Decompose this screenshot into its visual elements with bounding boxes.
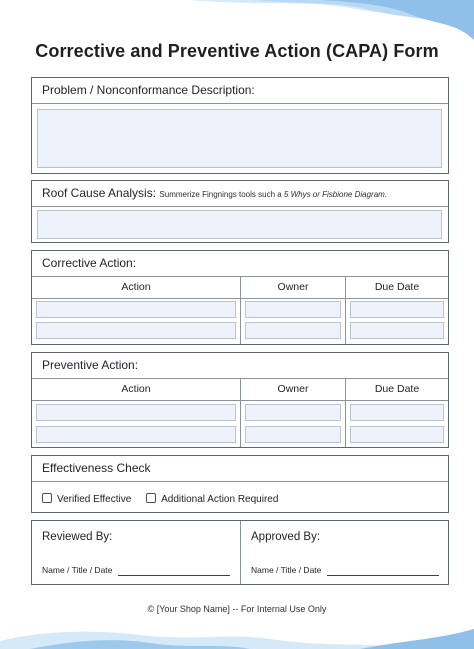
form-title: Corrective and Preventive Action (CAPA) Form xyxy=(35,41,439,61)
corrective-col-owner: Owner xyxy=(277,281,309,293)
corrective-action-label: Corrective Action: xyxy=(32,251,448,277)
signoff-section xyxy=(31,520,449,585)
corrective-divider xyxy=(240,277,241,344)
root-cause-section xyxy=(31,180,449,243)
corrective-row2-owner-field[interactable] xyxy=(245,322,341,339)
corrective-row2-due-date-field[interactable] xyxy=(350,322,444,339)
corrective-row1-action-field[interactable] xyxy=(36,301,236,318)
root-cause-field[interactable] xyxy=(37,210,442,239)
root-cause-label: Roof Cause Analysis: xyxy=(42,186,157,200)
root-cause-hint-text: Summerize Fingnings tools such a xyxy=(159,190,284,199)
effectiveness-label: Effectiveness Check xyxy=(32,456,448,482)
effectiveness-options xyxy=(42,493,278,505)
reviewed-by-block xyxy=(32,521,240,584)
root-cause-hint xyxy=(159,190,387,199)
preventive-row1-due-date-field[interactable] xyxy=(350,404,444,421)
root-cause-hint-tools: 5 Whys or Fisbione Diagram. xyxy=(283,190,388,199)
verified-effective-option[interactable] xyxy=(42,493,131,505)
additional-action-option[interactable] xyxy=(146,493,278,505)
approved-by-label: Approved By: xyxy=(251,531,321,543)
preventive-row2-action-field[interactable] xyxy=(36,426,236,443)
approved-by-signature-line[interactable] xyxy=(327,575,439,576)
verified-effective-checkbox[interactable] xyxy=(42,493,52,503)
preventive-divider xyxy=(345,379,346,447)
corrective-row2-action-field[interactable] xyxy=(36,322,236,339)
reviewed-by-label: Reviewed By: xyxy=(42,531,113,543)
effectiveness-section xyxy=(31,455,449,513)
preventive-col-owner: Owner xyxy=(277,383,309,395)
preventive-row2-due-date-field[interactable] xyxy=(350,426,444,443)
preventive-action-label: Preventive Action: xyxy=(32,353,448,379)
preventive-action-section xyxy=(31,352,449,448)
problem-label: Problem / Nonconformance Description: xyxy=(32,78,448,104)
preventive-row2-owner-field[interactable] xyxy=(245,426,341,443)
problem-description-field[interactable] xyxy=(37,109,442,168)
reviewed-by-line-label: Name / Title / Date xyxy=(42,565,113,575)
approved-by-line-label: Name / Title / Date xyxy=(251,565,322,575)
corrective-col-action: Action xyxy=(121,281,151,293)
additional-action-label: Additional Action Required xyxy=(161,494,279,505)
corrective-divider xyxy=(345,277,346,344)
root-cause-header xyxy=(32,181,448,207)
approved-by-block xyxy=(241,521,448,584)
preventive-col-action: Action xyxy=(121,383,151,395)
corrective-row1-due-date-field[interactable] xyxy=(350,301,444,318)
preventive-col-due-date: Due Date xyxy=(374,383,420,395)
corrective-action-section xyxy=(31,250,449,345)
footer-text: © [Your Shop Name] -- For Internal Use Only xyxy=(147,604,327,614)
preventive-row1-owner-field[interactable] xyxy=(245,404,341,421)
preventive-row1-action-field[interactable] xyxy=(36,404,236,421)
problem-section xyxy=(31,77,449,174)
corrective-row1-owner-field[interactable] xyxy=(245,301,341,318)
verified-effective-label: Verified Effective xyxy=(57,494,132,505)
additional-action-checkbox[interactable] xyxy=(146,493,156,503)
corrective-col-due-date: Due Date xyxy=(374,281,420,293)
reviewed-by-signature-line[interactable] xyxy=(118,575,230,576)
preventive-divider xyxy=(240,379,241,447)
